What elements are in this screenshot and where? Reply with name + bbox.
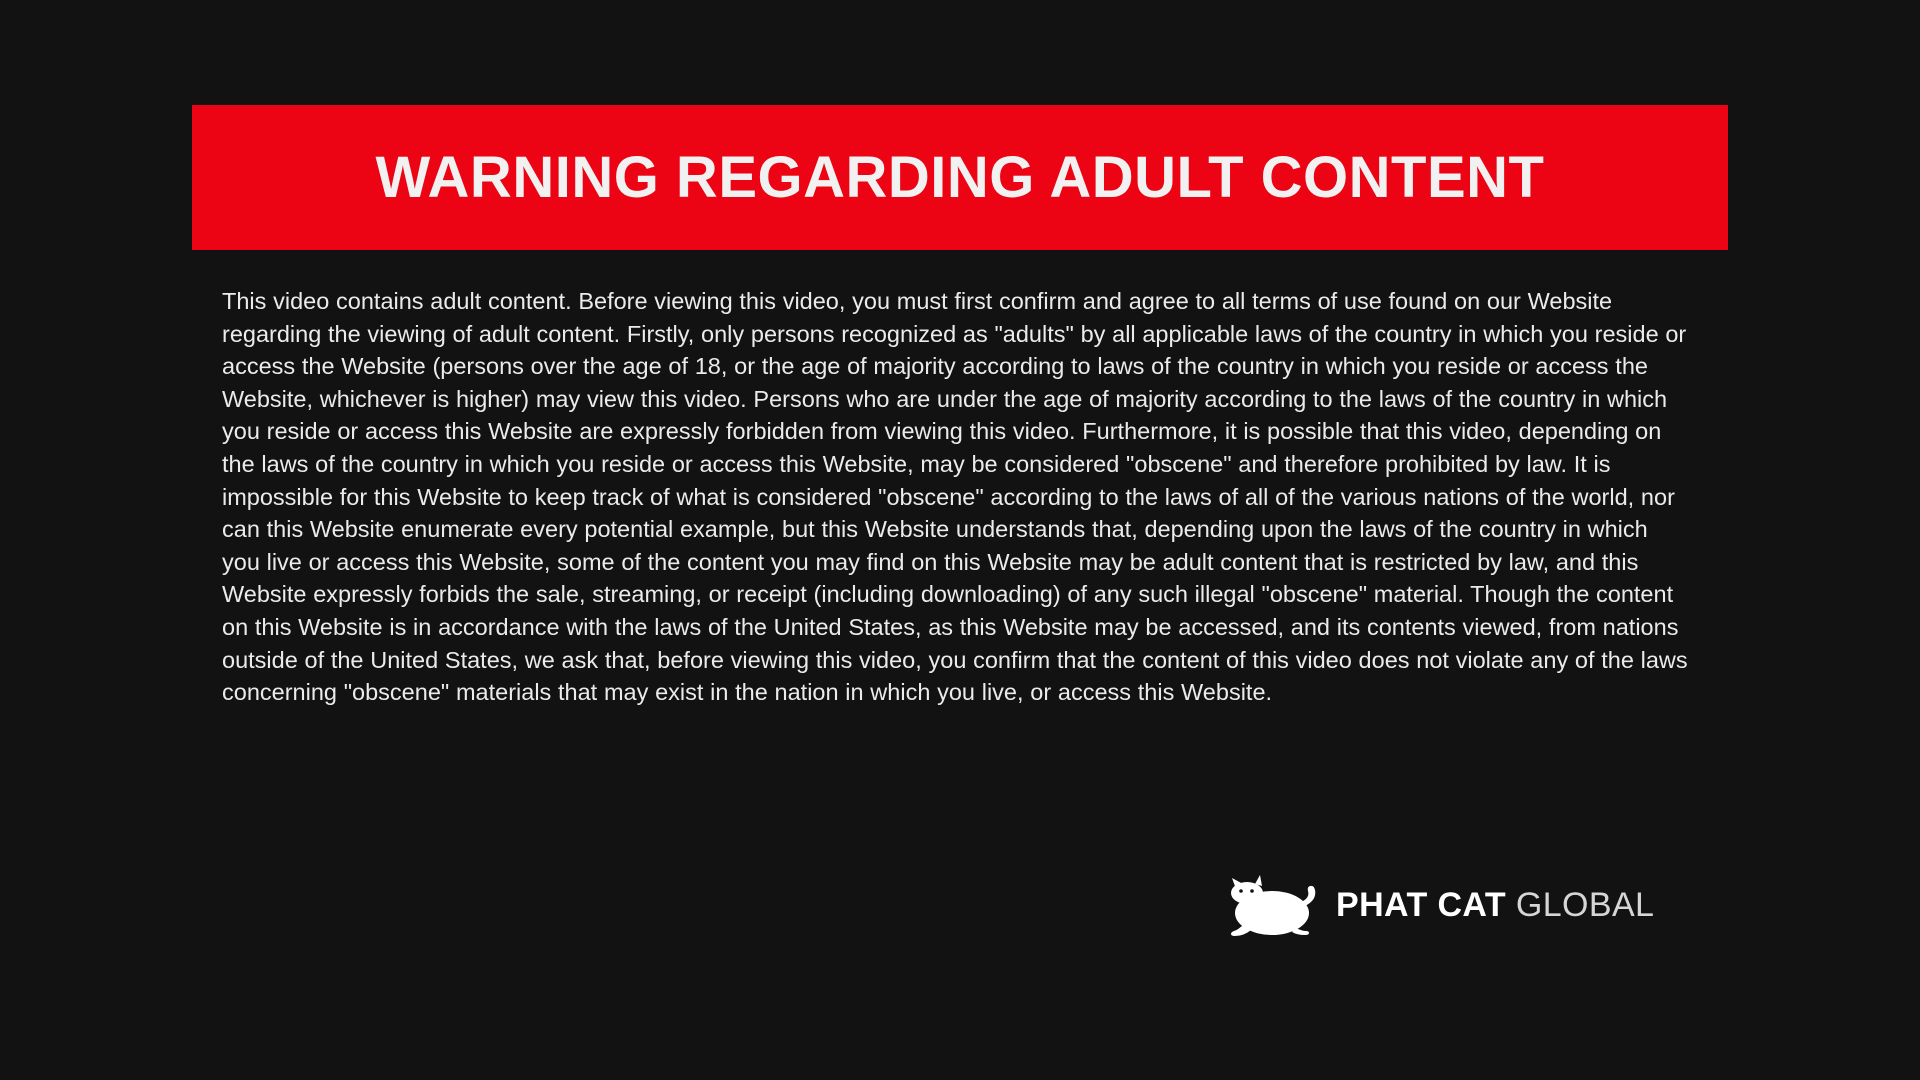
disclaimer-text: This video contains adult content. Before viewing this video, you must first confirm and agree to all terms of use found on our Website regarding the viewing of adult content. Firstly, only persons recognized as "adults" by all applicable laws of the country in which you reside or access the Website (persons over the age of 18, or the age of majority according to laws of the country in which you reside or access the Website, whichever is higher) may view this video. Persons who are under the age of majority according to the laws of the country in which you reside or access this Website are expressly forbidden from viewing this video. Furthermore, it is possible that this video, depending on the laws of the country in which you reside or access this Website, may be considered "obscene" and therefore prohibited by law. It is impossible for this Website to keep track of what is considered "obscene" according to the laws of all of the various nations of the world, nor can this Website enumerate every potential example, but this Website understands that, depending upon the laws of the country in which you live or access this Website, some of the content you may find on this Website may be adult content that is restricted by law, and this Website expressly forbids the sale, streaming, or receipt (including downloading) of any such illegal "obscene" material. Though the content on this Website is in accordance with the laws of the United States, as this Website may be accessed, and its contents viewed, from nations outside of the United States, we ask that, before viewing this video, you confirm that the content of this video does not violate any of the laws concerning "obscene" materials that may exist in the nation in which you live, or access this Website. [222, 288, 1688, 706]
brand-name-bold: PHAT CAT [1336, 886, 1507, 924]
warning-banner [192, 105, 1728, 250]
brand-name [1336, 888, 1654, 922]
brand-logo [1210, 872, 1654, 938]
brand-name-light: GLOBAL [1515, 886, 1655, 924]
fat-cat-logo-icon [1210, 872, 1318, 938]
warning-banner-title: WARNING REGARDING ADULT CONTENT [375, 144, 1545, 210]
